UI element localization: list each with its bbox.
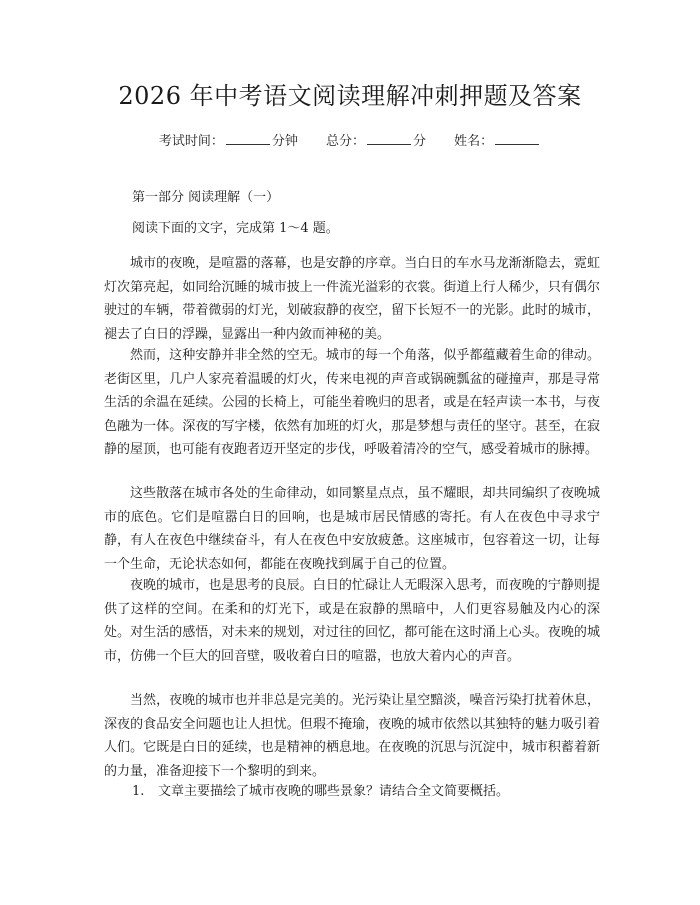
reading-instruction: 阅读下面的文字，完成第 1～4 题。 [132,221,339,236]
question-1 [132,783,509,801]
name-field [454,134,541,149]
passage-paragraph-3: 这些散落在城市各处的生命律动，如同繁星点点，虽不耀眼，却共同编织了夜晚城市的底色。它们是喧嚣白日的回响，也是城市居民情感的寄托。有人在夜色中寻求宁静，有人在夜色中继续奋斗，有人在夜色中安放疲惫。这座城市，包容着这一切，让每一个生命，无论状态如何，都能在夜晚找到属于自己的位置。 [104,486,600,572]
name-label: 姓名： [454,134,494,149]
exam-time-unit: 分钟 [271,134,298,149]
passage-paragraph-1: 城市的夜晚，是喧嚣的落幕，也是安静的序章。当白日的车水马龙渐渐隐去，霓虹灯次第亮起，如同给沉睡的城市披上一件流光溢彩的衣裳。街道上行人稀少，只有偶尔驶过的车辆，带着微弱的灯光，划破寂静的夜空，留下长短不一的光影。此时的城市，褪去了白日的浮躁，显露出一种内敛而神秘的美。 [104,256,600,342]
question-text: 文章主要描绘了城市夜晚的哪些景象？请结合全文简要概括。 [158,784,510,799]
name-blank [495,132,539,145]
total-score-field [326,134,430,149]
passage-paragraph-2: 然而，这种安静并非全然的空无。城市的每一个角落，似乎都蕴藏着生命的律动。老街区里，几户人家亮着温暖的灯火，传来电视的声音或锅碗瓢盆的碰撞声，那是寻常生活的余温在延续。公园的长椅上，可能坐着晚归的思者，或是在轻声读一本书，与夜色融为一体。深夜的写字楼，依然有加班的灯火，那是梦想与责任的坚守。甚至，在寂静的屋顶，也可能有夜跑者迈开坚定的步伐，呼吸着清冷的空气，感受着城市的脉搏。 [104,348,600,457]
total-score-unit: 分 [413,134,427,149]
section-heading: 第一部分 阅读理解（一） [132,190,280,205]
exam-info-line [0,132,700,151]
passage-paragraph-4: 夜晚的城市，也是思考的良辰。白日的忙碌让人无暇深入思考，而夜晚的宁静则提供了这样的空间。在柔和的灯光下，或是在寂静的黑暗中，人们更容易触及内心的深处。对生活的感悟，对未来的规划，对过往的回忆，都可能在这时涌上心头。夜晚的城市，仿佛一个巨大的回音壁，吸收着白日的喧嚣，也放大着内心的声音。 [104,578,600,664]
total-score-blank [367,132,411,145]
exam-time-field [159,134,302,149]
total-score-label: 总分： [325,134,365,149]
passage-paragraph-5: 当然，夜晚的城市也并非总是完美的。光污染让星空黯淡，噪音污染打扰着休息，深夜的食品安全问题也让人担忧。但瑕不掩瑜，夜晚的城市依然以其独特的魅力吸引着人们。它既是白日的延续，也是精神的栖息地。在夜晚的沉思与沉淀中，城市积蓄着新的力量，准备迎接下一个黎明的到来。 [104,693,600,779]
exam-time-label: 考试时间： [158,134,224,149]
exam-time-blank [226,132,270,145]
page-title: 2026 年中考语文阅读理解冲刺押题及答案 [118,82,582,110]
question-number: 1. [132,784,145,799]
